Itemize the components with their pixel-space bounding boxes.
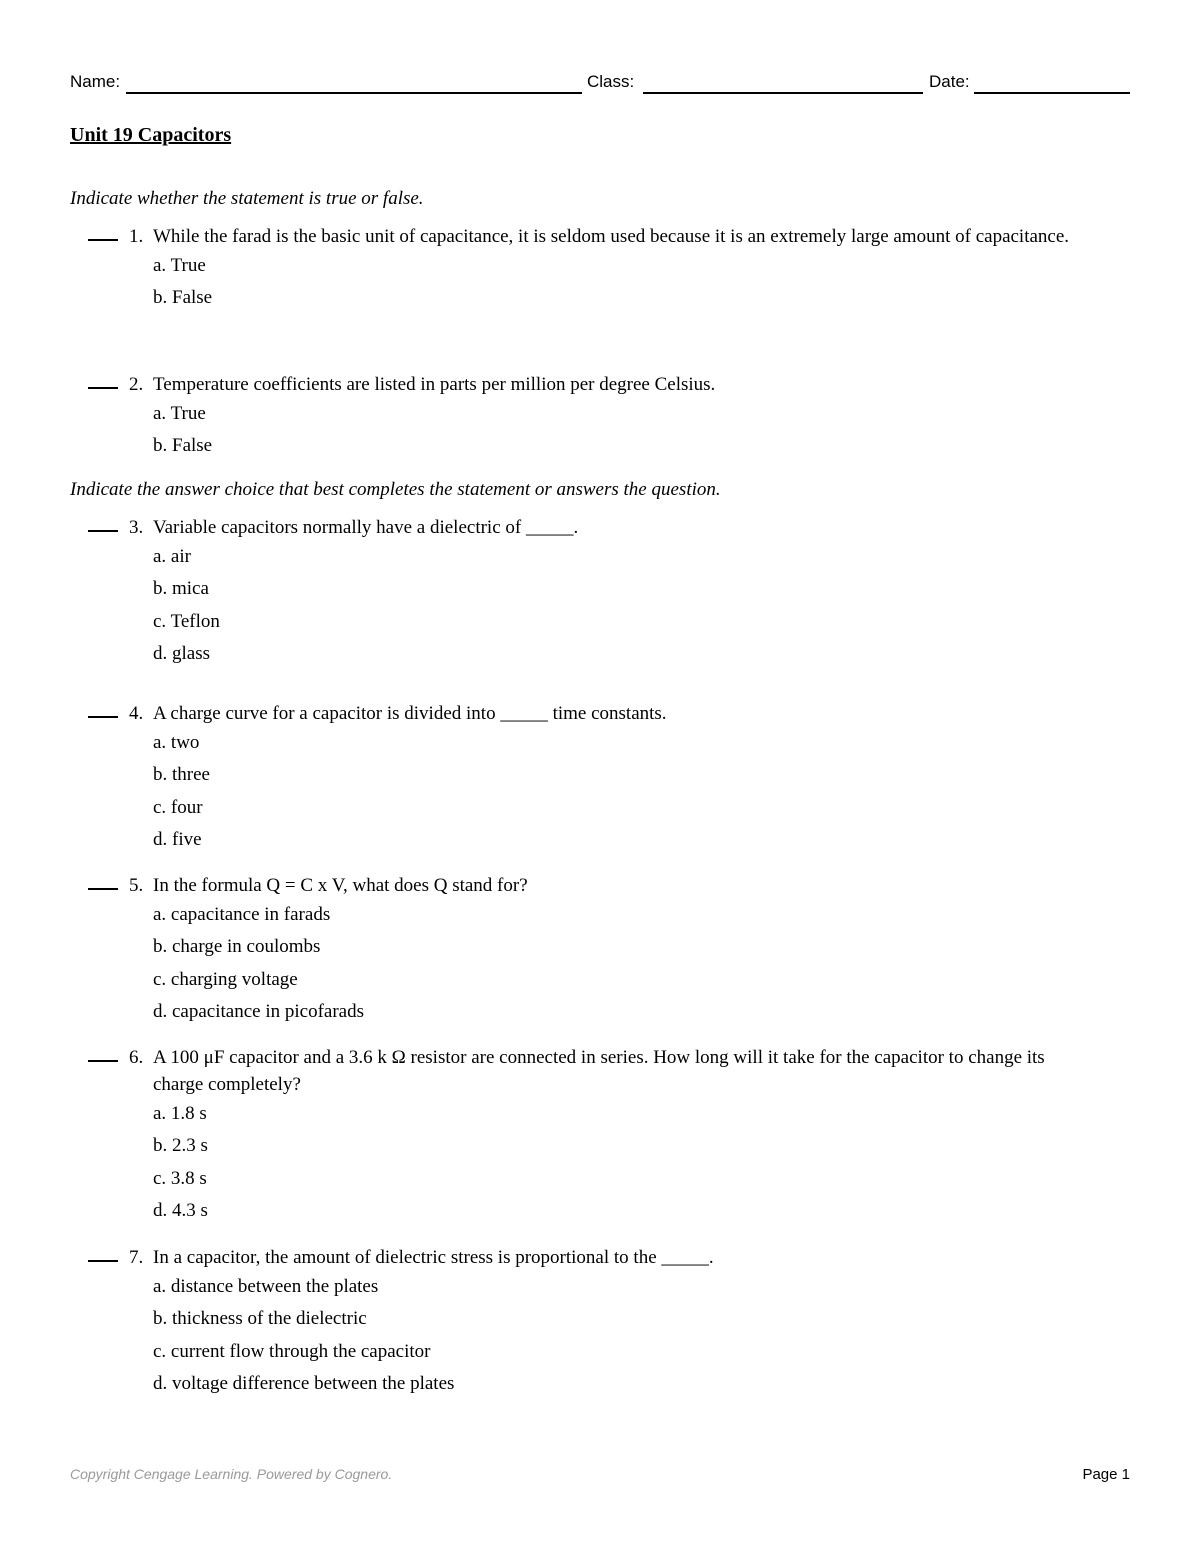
question-text: A charge curve for a capacitor is divided into _____ time constants. (153, 703, 667, 724)
question-text: A 100 μF capacitor and a 3.6 k Ω resistor are connected in series. How long will it take for the capacitor to change its charge completely? (153, 1047, 1045, 1095)
choice-d[interactable]: d. five (153, 828, 202, 850)
choice-d[interactable]: d. capacitance in picofarads (153, 1000, 364, 1022)
choice-a[interactable]: a. capacitance in farads (153, 904, 331, 925)
choice-a[interactable]: a. air (153, 546, 191, 567)
question-text: In the formula Q = C x V, what does Q stand for? (153, 875, 528, 896)
choice-b[interactable]: b. False (153, 435, 213, 457)
page-number: Page 1 (1082, 1466, 1130, 1483)
choice-list (153, 1271, 1088, 1400)
question-text: Temperature coefficients are listed in parts per million per degree Celsius. (153, 374, 716, 395)
answer-blank[interactable] (88, 716, 118, 718)
choice-c[interactable]: c. charging voltage (153, 968, 298, 990)
choice-d[interactable]: d. 4.3 s (153, 1199, 208, 1221)
choice-d[interactable]: d. glass (153, 642, 210, 664)
choice-list (153, 541, 1088, 670)
question-text: Variable capacitors normally have a dielectric of _____. (153, 517, 579, 538)
choice-a[interactable]: a. True (153, 255, 206, 276)
question-1 (88, 223, 1088, 315)
question-text: In a capacitor, the amount of dielectric stress is proportional to the _____. (153, 1247, 714, 1268)
choice-c[interactable]: c. four (153, 796, 203, 818)
choice-b[interactable]: b. charge in coulombs (153, 936, 321, 958)
choice-b[interactable]: b. thickness of the dielectric (153, 1308, 367, 1330)
answer-blank[interactable] (88, 530, 118, 532)
page-title: Unit 19 Capacitors (70, 124, 232, 146)
answer-blank[interactable] (88, 387, 118, 389)
choice-b[interactable]: b. 2.3 s (153, 1135, 208, 1157)
answer-blank[interactable] (88, 239, 118, 241)
question-4 (88, 700, 1088, 856)
choice-d[interactable]: d. voltage difference between the plates (153, 1372, 455, 1394)
question-number: 3. (129, 517, 144, 538)
true-false-instruction: Indicate whether the statement is true or false. (70, 188, 424, 209)
class-field-line[interactable] (643, 92, 923, 94)
choice-list (153, 250, 1088, 315)
choice-b[interactable]: b. mica (153, 578, 209, 600)
choice-list (153, 398, 1088, 463)
question-7 (88, 1244, 1088, 1400)
choice-a[interactable]: a. two (153, 732, 200, 753)
answer-blank[interactable] (88, 1060, 118, 1062)
question-5 (88, 872, 1088, 1028)
question-number: 2. (129, 374, 144, 395)
choice-a[interactable]: a. 1.8 s (153, 1103, 207, 1124)
date-field-line[interactable] (974, 92, 1130, 94)
choice-b[interactable]: b. False (153, 287, 213, 309)
answer-blank[interactable] (88, 1260, 118, 1262)
copyright-footer: Copyright Cengage Learning. Powered by Cognero. (70, 1466, 393, 1482)
question-number: 5. (129, 875, 144, 896)
question-text: While the farad is the basic unit of capacitance, it is seldom used because it is an extremely large amount of capacitance. (153, 226, 1070, 247)
question-number: 7. (129, 1247, 144, 1268)
choice-list (153, 899, 1088, 1028)
question-number: 6. (129, 1047, 144, 1068)
choice-c[interactable]: c. current flow through the capacitor (153, 1340, 431, 1362)
question-6 (88, 1044, 1088, 1227)
choice-b[interactable]: b. three (153, 764, 210, 786)
choice-c[interactable]: c. Teflon (153, 610, 220, 632)
question-number: 1. (129, 226, 144, 247)
choice-list (153, 1098, 1088, 1227)
answer-blank[interactable] (88, 888, 118, 890)
question-number: 4. (129, 703, 144, 724)
question-3 (88, 514, 1088, 670)
choice-a[interactable]: a. True (153, 403, 206, 424)
date-label: Date: (929, 72, 970, 91)
multiple-choice-instruction: Indicate the answer choice that best completes the statement or answers the question. (70, 479, 721, 500)
name-label: Name: (70, 72, 121, 91)
choice-c[interactable]: c. 3.8 s (153, 1167, 207, 1189)
class-label: Class: (587, 72, 635, 91)
question-2 (88, 371, 1088, 463)
choice-list (153, 727, 1088, 856)
choice-a[interactable]: a. distance between the plates (153, 1276, 379, 1297)
student-info-header (70, 72, 1130, 96)
name-field-line[interactable] (126, 92, 582, 94)
